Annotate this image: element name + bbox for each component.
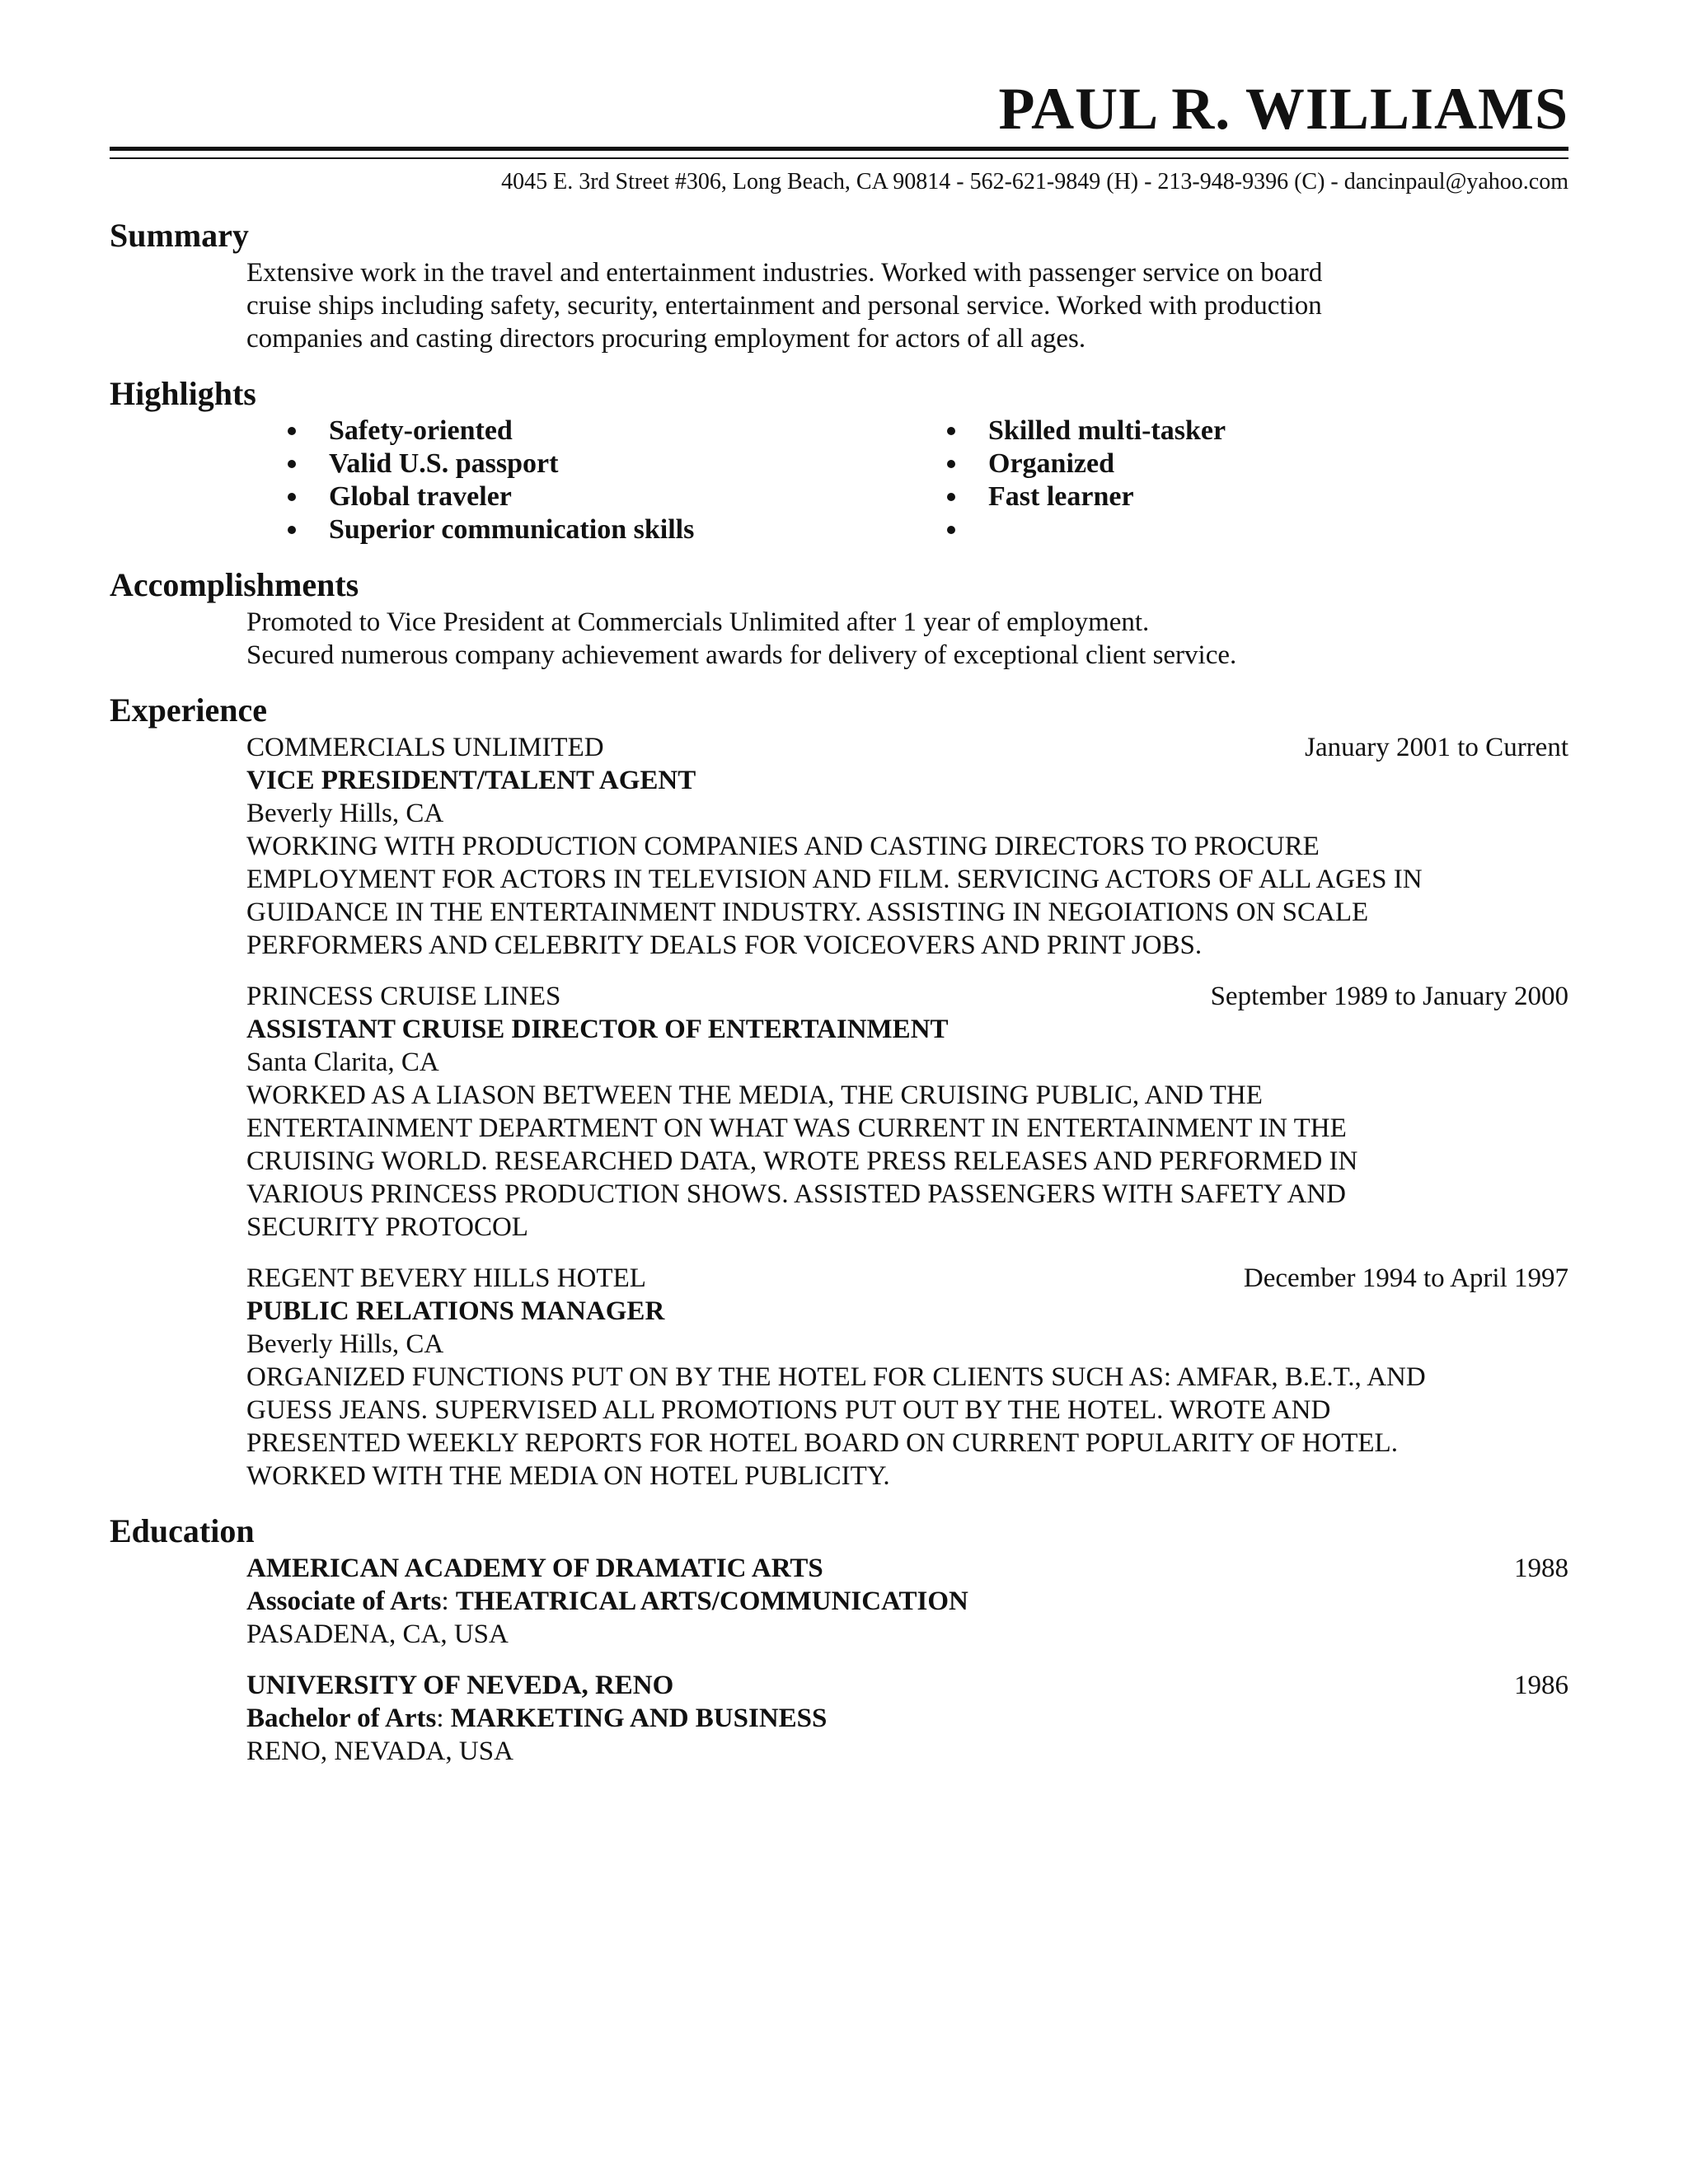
job-line: WORKED WITH THE MEDIA ON HOTEL PUBLICITY. — [246, 1461, 890, 1491]
education-entry — [246, 1669, 1568, 1768]
job-line: GUESS JEANS. SUPERVISED ALL PROMOTIONS PUT OUT BY THE HOTEL. WROTE AND — [246, 1395, 1331, 1425]
highlights-list — [288, 415, 1568, 546]
job-entry — [246, 1262, 1568, 1493]
job-role: PUBLIC RELATIONS MANAGER — [246, 1296, 665, 1326]
education-header-row — [246, 1669, 1568, 1702]
accomplishments-body — [246, 606, 1568, 672]
summary-line: companies and casting directors procuring employment for actors of all ages. — [246, 324, 1086, 354]
degree-line: Bachelor of Arts: MARKETING AND BUSINESS — [246, 1704, 828, 1733]
resume-page — [110, 0, 1568, 1786]
degree-field: THEATRICAL ARTS/COMMUNICATION — [455, 1586, 968, 1616]
job-entry — [246, 980, 1568, 1244]
accomplishment-line: Secured numerous company achievement awards for delivery of exceptional client service. — [246, 640, 1237, 670]
highlight-text: Safety-oriented — [329, 415, 513, 446]
highlight-item — [288, 480, 947, 513]
education-section — [110, 1511, 1568, 1768]
job-line: SECURITY PROTOCOL — [246, 1212, 528, 1242]
job-entry — [246, 731, 1568, 962]
header-rule-thin — [110, 157, 1568, 159]
job-line: WORKING WITH PRODUCTION COMPANIES AND CASTING DIRECTORS TO PROCURE — [246, 832, 1320, 861]
highlights-section — [110, 373, 1568, 546]
highlight-text: Skilled multi-tasker — [988, 415, 1226, 446]
highlight-item — [288, 448, 947, 480]
summary-title: Summary — [110, 217, 249, 254]
job-line: GUIDANCE IN THE ENTERTAINMENT INDUSTRY. ASSISTING IN NEGOIATIONS ON SCALE — [246, 898, 1369, 927]
job-location: Beverly Hills, CA — [246, 799, 444, 828]
highlight-item — [288, 415, 947, 448]
highlight-text: Superior communication skills — [329, 514, 695, 545]
summary-section — [110, 215, 1568, 355]
school-name: UNIVERSITY OF NEVEDA, RENO — [246, 1671, 674, 1700]
degree-name: Bachelor of Arts — [246, 1704, 437, 1733]
job-header-row — [246, 980, 1568, 1013]
job-line: PRESENTED WEEKLY REPORTS FOR HOTEL BOARD ON CURRENT POPULARITY OF HOTEL. — [246, 1428, 1398, 1458]
bullet-icon — [288, 427, 296, 435]
education-title: Education — [110, 1512, 255, 1549]
accomplishments-section — [110, 565, 1568, 672]
highlight-text: Fast learner — [988, 481, 1134, 512]
job-dates: January 2001 to Current — [1305, 733, 1568, 762]
job-role: VICE PRESIDENT/TALENT AGENT — [246, 766, 696, 795]
bullet-icon — [947, 526, 955, 534]
school-location: PASADENA, CA, USA — [246, 1619, 509, 1649]
accomplishments-title: Accomplishments — [110, 566, 359, 603]
job-company: PRINCESS CRUISE LINES — [246, 982, 561, 1011]
school-location: RENO, NEVADA, USA — [246, 1736, 513, 1766]
job-line: EMPLOYMENT FOR ACTORS IN TELEVISION AND FILM. SERVICING ACTORS OF ALL AGES IN — [246, 865, 1423, 894]
job-location: Beverly Hills, CA — [246, 1329, 444, 1359]
summary-body — [246, 256, 1568, 355]
job-line: VARIOUS PRINCESS PRODUCTION SHOWS. ASSISTED PASSENGERS WITH SAFETY AND — [246, 1179, 1347, 1209]
bullet-icon — [288, 526, 296, 534]
job-line: ENTERTAINMENT DEPARTMENT ON WHAT WAS CURRENT IN ENTERTAINMENT IN THE — [246, 1113, 1347, 1143]
job-company: COMMERCIALS UNLIMITED — [246, 733, 604, 762]
degree-line: Associate of Arts: THEATRICAL ARTS/COMMUNICATION — [246, 1586, 968, 1616]
degree-name: Associate of Arts — [246, 1586, 442, 1616]
job-header-row — [246, 1262, 1568, 1295]
bullet-icon — [947, 460, 955, 468]
education-year: 1988 — [1514, 1554, 1568, 1583]
degree-field: MARKETING AND BUSINESS — [450, 1704, 828, 1733]
education-header-row — [246, 1552, 1568, 1585]
summary-line: Extensive work in the travel and entertainment industries. Worked with passenger service on board — [246, 258, 1323, 288]
accomplishment-line: Promoted to Vice President at Commercials Unlimited after 1 year of employment. — [246, 607, 1150, 637]
bullet-icon — [947, 493, 955, 501]
job-line: CRUISING WORLD. RESEARCHED DATA, WROTE PRESS RELEASES AND PERFORMED IN — [246, 1146, 1358, 1176]
bullet-icon — [288, 460, 296, 468]
experience-title: Experience — [110, 691, 268, 729]
candidate-name: PAUL R. WILLIAMS — [998, 76, 1568, 142]
job-dates: September 1989 to January 2000 — [1210, 982, 1568, 1011]
education-year: 1986 — [1514, 1671, 1568, 1700]
highlight-item — [947, 480, 1606, 513]
job-location: Santa Clarita, CA — [246, 1047, 439, 1077]
job-line: WORKED AS A LIASON BETWEEN THE MEDIA, THE CRUISING PUBLIC, AND THE — [246, 1080, 1263, 1110]
bullet-icon — [288, 493, 296, 501]
job-dates: December 1994 to April 1997 — [1243, 1263, 1568, 1293]
highlight-item — [947, 448, 1606, 480]
header-rule-thick — [110, 147, 1568, 151]
highlight-text: Organized — [988, 448, 1114, 479]
experience-section — [110, 690, 1568, 1493]
highlight-item — [947, 415, 1606, 448]
highlight-text: Valid U.S. passport — [329, 448, 559, 479]
job-company: REGENT BEVERY HILLS HOTEL — [246, 1263, 646, 1293]
job-header-row — [246, 731, 1568, 764]
education-entry — [246, 1552, 1568, 1651]
job-line: ORGANIZED FUNCTIONS PUT ON BY THE HOTEL FOR CLIENTS SUCH AS: AMFAR, B.E.T., AND — [246, 1362, 1426, 1392]
job-line: PERFORMERS AND CELEBRITY DEALS FOR VOICEOVERS AND PRINT JOBS. — [246, 930, 1203, 960]
highlight-text: Global traveler — [329, 481, 512, 512]
experience-body — [246, 731, 1568, 1493]
job-role: ASSISTANT CRUISE DIRECTOR OF ENTERTAINMENT — [246, 1015, 949, 1044]
highlight-item — [947, 513, 1606, 546]
highlight-item — [288, 513, 947, 546]
highlights-title: Highlights — [110, 375, 256, 412]
school-name: AMERICAN ACADEMY OF DRAMATIC ARTS — [246, 1554, 823, 1583]
contact-line: 4045 E. 3rd Street #306, Long Beach, CA 90814 - 562-621-9849 (H) - 213-948-9396 (C) - dancinpaul@yahoo.com — [501, 169, 1568, 194]
bullet-icon — [947, 427, 955, 435]
summary-line: cruise ships including safety, security, entertainment and personal service. Worked with production — [246, 291, 1322, 321]
education-body — [246, 1552, 1568, 1768]
